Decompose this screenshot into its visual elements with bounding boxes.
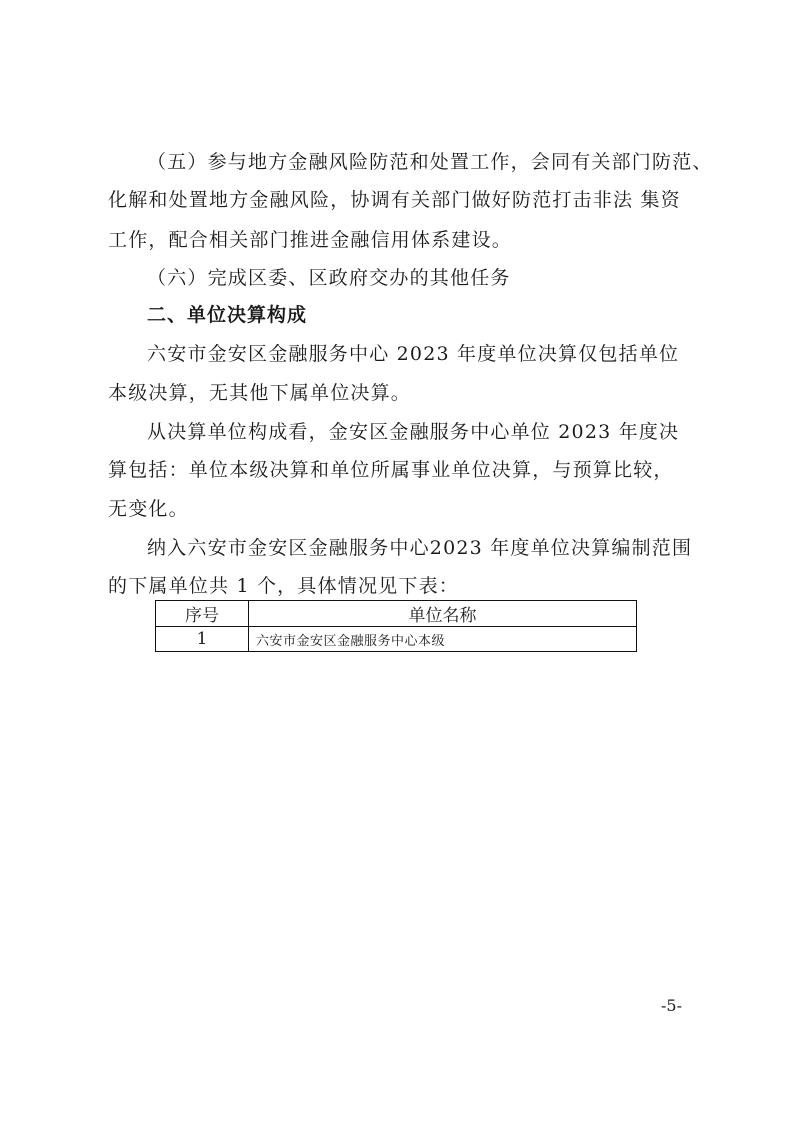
p3-line2: 的下属单位共 1 个，具体情况见下表： xyxy=(108,575,459,597)
cell-unit-name: 六安市金安区金融服务中心本级 xyxy=(249,627,637,652)
item6-line: （六）完成区委、区政府交办的其他任务 xyxy=(147,267,511,289)
units-table xyxy=(155,600,637,652)
item5-line1: （五）参与地方金融风险防范和处置工作，会同有关部门防范、 xyxy=(147,151,713,173)
item5-line3: 工作，配合相关部门推进金融信用体系建设。 xyxy=(108,229,513,251)
header-serial: 序号 xyxy=(156,601,249,627)
p2-line3: 无变化。 xyxy=(108,498,189,520)
table-header-row xyxy=(156,601,637,627)
p3-line1: 纳入六安市金安区金融服务中心2023 年度单位决算编制范围 xyxy=(147,537,693,559)
section-heading: 二、单位决算构成 xyxy=(147,304,308,326)
p2-line2: 算包括：单位本级决算和单位所属事业单位决算，与预算比较， xyxy=(108,459,674,481)
header-unit-name: 单位名称 xyxy=(249,601,637,627)
item5-line2: 化解和处置地方金融风险，协调有关部门做好防范打击非法 集资 xyxy=(108,189,681,211)
p1-line2: 本级决算，无其他下属单位决算。 xyxy=(108,382,412,404)
page-number: -5- xyxy=(661,996,682,1015)
p2-line1: 从决算单位构成看，金安区金融服务中心单位 2023 年度决 xyxy=(147,421,680,443)
p1-line1: 六安市金安区金融服务中心 2023 年度单位决算仅包括单位 xyxy=(147,343,680,365)
table-row xyxy=(156,627,637,652)
cell-serial: 1 xyxy=(156,627,249,652)
